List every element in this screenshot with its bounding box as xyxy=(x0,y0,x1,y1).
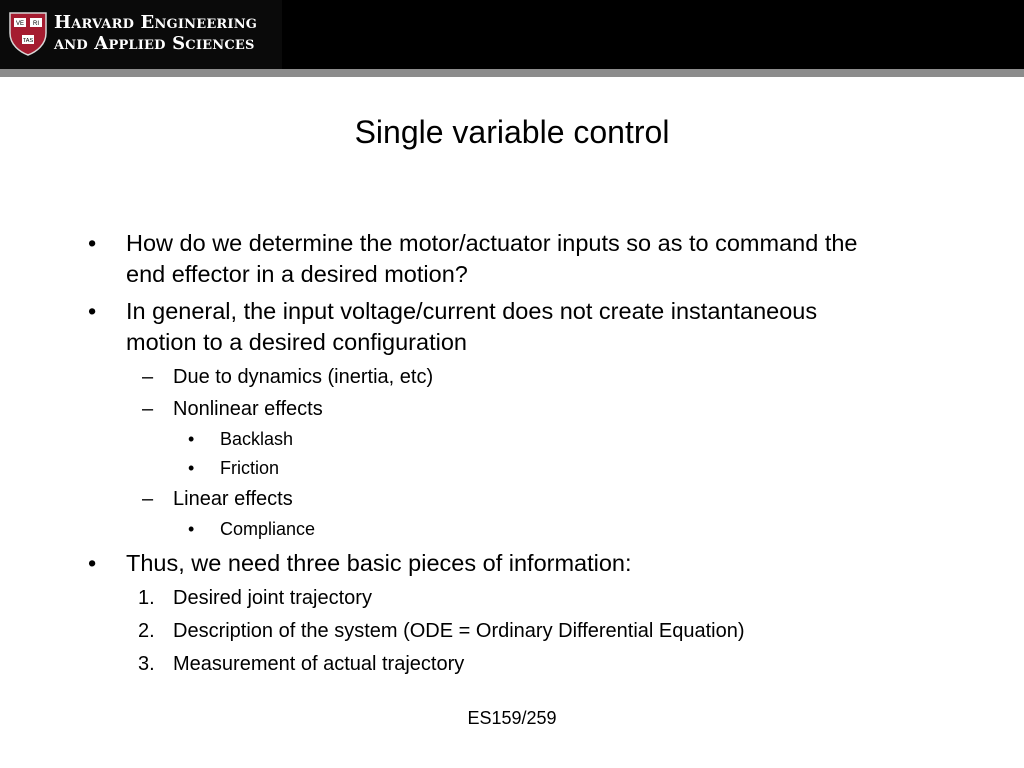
sub-bullet-text: Due to dynamics (inertia, etc) xyxy=(173,366,434,388)
bullet-text: In general, the input voltage/current does not create instantaneous xyxy=(126,298,818,324)
sub-bullet-text: Linear effects xyxy=(173,488,293,510)
logo-line-2: and Applied Sciences xyxy=(54,33,255,54)
numbered-item-marker: 3. xyxy=(138,653,155,675)
shield-text-tas: TAS xyxy=(22,38,34,44)
bullet-marker: • xyxy=(88,550,97,576)
sub-sub-bullet-marker: • xyxy=(188,429,195,449)
bullet-text: end effector in a desired motion? xyxy=(126,261,468,287)
seas-logo xyxy=(0,0,282,69)
sub-sub-bullet-text: Backlash xyxy=(220,429,294,449)
logo-line-1: Harvard Engineering xyxy=(54,12,258,33)
numbered-item-text: Measurement of actual trajectory xyxy=(173,653,465,675)
sub-bullet-marker: – xyxy=(142,366,154,388)
numbered-item-marker: 2. xyxy=(138,620,155,642)
bullet-text: How do we determine the motor/actuator inputs so as to command the xyxy=(126,230,858,256)
shield-text-ve: VE xyxy=(15,21,25,27)
slide-title: Single variable control xyxy=(354,114,670,150)
slide-footer: ES159/259 xyxy=(467,708,557,728)
sub-sub-bullet-text: Friction xyxy=(220,458,280,478)
shield-text-ri: RI xyxy=(33,21,39,27)
harvard-shield-icon xyxy=(8,11,48,57)
logo-wordmark xyxy=(54,12,257,54)
sub-bullet-marker: – xyxy=(142,398,154,420)
bullet-marker: • xyxy=(88,230,97,256)
numbered-item-marker: 1. xyxy=(138,587,155,609)
sub-sub-bullet-marker: • xyxy=(188,458,195,478)
header-rule xyxy=(0,69,1024,77)
sub-bullet-marker: – xyxy=(142,488,154,510)
bullet-text: Thus, we need three basic pieces of information: xyxy=(126,550,632,576)
bullet-text: motion to a desired configuration xyxy=(126,329,467,355)
numbered-item-text: Desired joint trajectory xyxy=(173,587,372,609)
bullet-marker: • xyxy=(88,298,97,324)
sub-sub-bullet-marker: • xyxy=(188,519,195,539)
sub-sub-bullet-text: Compliance xyxy=(220,519,316,539)
numbered-item-text: Description of the system (ODE = Ordinary Differential Equation) xyxy=(173,620,745,642)
sub-bullet-text: Nonlinear effects xyxy=(173,398,323,420)
